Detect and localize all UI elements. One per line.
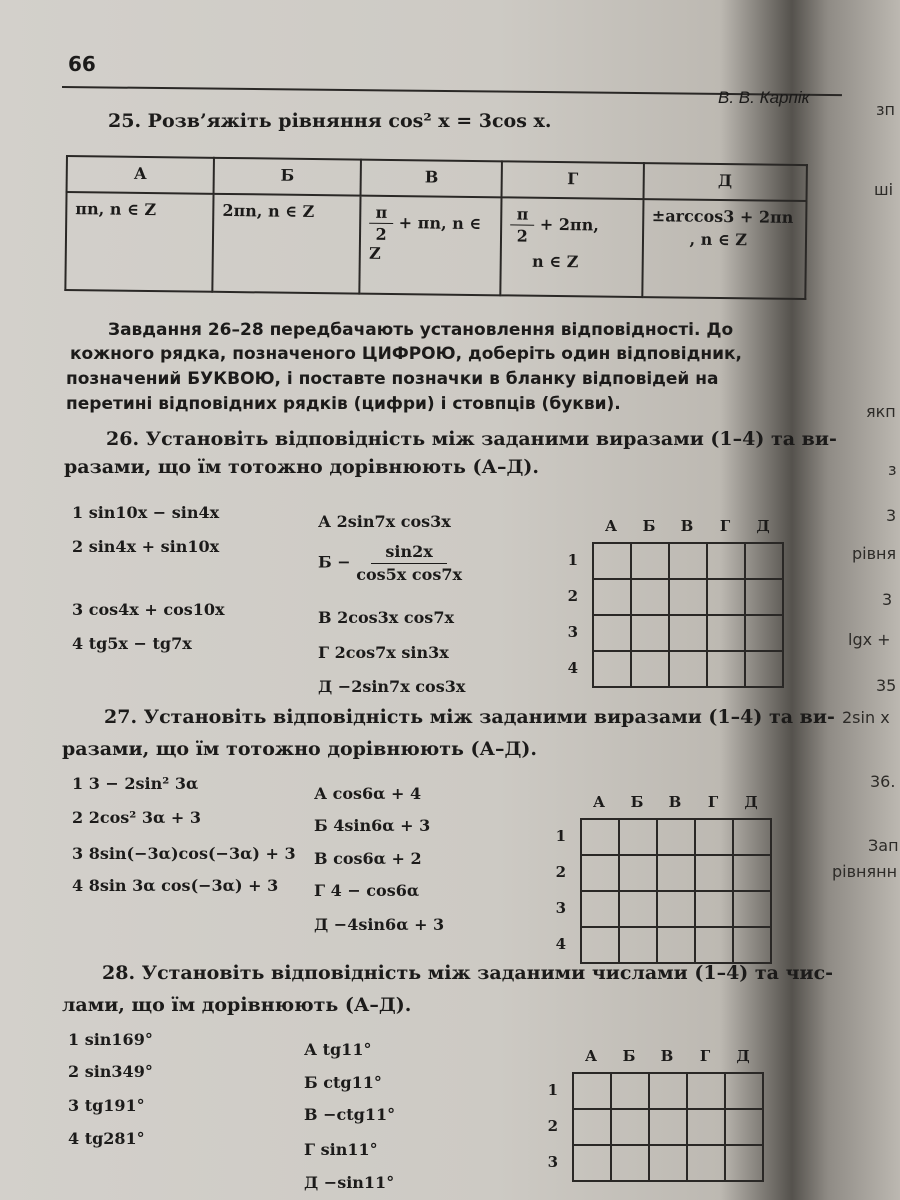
task26-right-c: В 2cos3x cos7x [318,608,454,627]
task28-right-d: Г sin11° [304,1140,378,1159]
task26-grid-cols [592,516,782,535]
right-page-frag-1: зп [876,100,895,119]
intro-line-1: Завдання 26–28 передбачають установлення відповідності. До [108,320,734,340]
row-label-3: 3 [567,623,578,641]
row-label-2: 2 [567,587,578,605]
col-label-d: Г [719,517,731,535]
row-label-2: 2 [547,1117,558,1135]
intro-line-4: перетині відповідних рядків (цифри) і стовпців (букви). [66,394,621,414]
answer-d-num: π [511,204,535,225]
answer-c-tail: + πn, n ∈ Z [368,213,482,263]
col-label-a: А [604,517,618,535]
row-label-4: 4 [555,935,566,953]
task27-title-1: 27. Установіть відповідність між заданими виразами (1–4) та ви- [104,706,835,728]
intro-line-2: кожного рядка, позначеного ЦИФРОЮ, доберіть один відповідник, [70,344,742,364]
right-page-frag-12: Зап [868,836,899,855]
task26-grid-cells[interactable] [592,542,784,688]
col-label-a: А [592,793,606,811]
task26-right-b-prefix: Б − [318,552,351,572]
col-label-c: В [668,793,682,811]
task28-grid-cells[interactable] [572,1072,764,1182]
row-label-1: 1 [555,827,566,845]
task28-right-a: А tg11° [304,1040,372,1059]
answer-d-fraction [510,204,534,245]
task27-grid-rows [548,818,566,962]
answer-e-line2: , n ∈ Z [689,229,748,250]
right-page-frag-11: 36. [870,772,896,791]
answer-e [642,199,807,299]
answer-a: πn, n ∈ Z [65,192,213,292]
task26-right-e: Д −2sin7x cos3x [318,677,466,696]
task27-title-2: разами, що їм тотожно дорівнюють (А–Д). [62,738,537,760]
task28-left-3: 3 tg191° [68,1096,145,1115]
right-page-frag-10: 2sin x [842,708,890,727]
answer-d [501,197,643,297]
task26-grid-rows [560,542,578,686]
task26-right-b-den: cos5x cos7x [356,565,462,584]
task27-left-2: 2 2cos² 3α + 3 [72,808,201,827]
answer-b: 2πn, n ∈ Z [212,194,360,294]
author-name: В. В. Карпік [718,88,810,107]
header-d: Г [502,161,644,199]
col-label-b: Б [622,1047,636,1065]
task27-right-b: Б 4sin6α + 3 [314,816,431,835]
right-page-frag-8: lgx + [848,630,891,649]
right-page-frag-5: 3 [886,506,897,525]
task28-left-4: 4 tg281° [68,1129,145,1148]
task28-left-1: 1 sin169° [68,1030,153,1049]
task27-grid-cells[interactable] [580,818,772,964]
right-page-frag-6: рівня [852,544,897,563]
task25-answer-table [64,155,808,300]
task27-left-1: 1 3 − 2sin² 3α [72,774,199,793]
header-a: А [67,156,214,194]
answer-c [360,196,502,296]
row-label-3: 3 [555,899,566,917]
task26-right-b-fraction [356,542,462,584]
task27-right-e: Д −4sin6α + 3 [314,915,445,934]
right-page-frag-2: шi [874,180,894,199]
task27-right-c: В cos6α + 2 [314,849,422,868]
row-label-2: 2 [555,863,566,881]
task26-title-2: разами, що їм тотожно дорівнюють (А–Д). [64,456,539,478]
task27-left-3: 3 8sin(−3α)cos(−3α) + 3 [72,844,296,863]
col-label-e: Д [736,1047,750,1065]
row-label-3: 3 [547,1153,558,1171]
task28-title-1: 28. Установіть відповідність між заданими числами (1–4) та чис- [102,962,834,984]
col-label-a: А [584,1047,598,1065]
col-label-c: В [660,1047,674,1065]
task28-answer-grid [547,1047,764,1182]
col-label-b: Б [630,793,644,811]
answer-e-line1: ±arccos3 + 2πn [651,206,794,227]
task27-right-d: Г 4 − cos6α [314,881,420,900]
task28-right-c: В −ctg11° [304,1105,396,1124]
header-b: Б [214,158,362,196]
right-page-frag-4: з [888,460,897,479]
task28-right-e: Д −sin11° [304,1173,395,1192]
right-page-frag-13: рівнянн [832,862,898,881]
answer-d-den: 2 [516,226,528,246]
right-page-frag-7: 3 [882,590,893,609]
task27-left-4: 4 8sin 3α cos(−3α) + 3 [72,876,279,895]
task25-title: 25. Розв’яжіть рівняння cos² x = 3cos x. [108,110,552,132]
answer-d-line2: n ∈ Z [531,251,579,272]
col-label-e: Д [744,793,758,811]
answer-c-fraction [369,203,393,244]
row-label-4: 4 [567,659,578,677]
header-e: Д [643,163,807,201]
col-label-b: Б [642,517,656,535]
col-label-d: Г [707,793,719,811]
intro-line-3: позначений БУКВОЮ, і поставте позначки в бланку відповідей на [66,369,719,389]
task27-right-a: А cos6α + 4 [314,784,422,803]
task28-right-b: Б ctg11° [304,1073,382,1092]
task27-answer-grid [555,793,772,964]
task26-answer-grid [567,517,784,688]
task26-left-4: 4 tg5x − tg7x [72,634,192,653]
col-label-e: Д [756,517,770,535]
task28-left-2: 2 sin349° [68,1062,153,1081]
task26-right-b [318,542,462,584]
task26-left-1: 1 sin10x − sin4x [72,503,220,522]
task28-title-2: лами, що їм дорівнюють (А–Д). [62,994,412,1016]
task26-left-2: 2 sin4x + sin10x [72,537,220,556]
task28-grid-rows [540,1072,558,1180]
right-page-frag-3: якп [866,402,896,421]
task27-grid-cols [580,792,770,811]
task26-right-d: Г 2cos7x sin3x [318,643,449,662]
task26-right-a: А 2sin7x cos3x [318,512,451,531]
row-label-1: 1 [567,551,578,569]
row-label-1: 1 [547,1081,558,1099]
task26-left-3: 3 cos4x + cos10x [72,600,225,619]
answer-c-den: 2 [375,224,387,244]
task26-right-b-num: sin2x [371,542,446,564]
task26-title-1: 26. Установіть відповідність між заданими виразами (1–4) та ви- [106,428,837,450]
col-label-d: Г [699,1047,711,1065]
right-page-frag-9: 35 [876,676,897,695]
col-label-c: В [680,517,694,535]
page-number: 66 [68,52,96,76]
answer-d-tail: + 2πn, [539,214,599,235]
answer-c-num: π [369,203,393,224]
task28-grid-cols [572,1046,762,1065]
header-c: В [361,160,503,198]
